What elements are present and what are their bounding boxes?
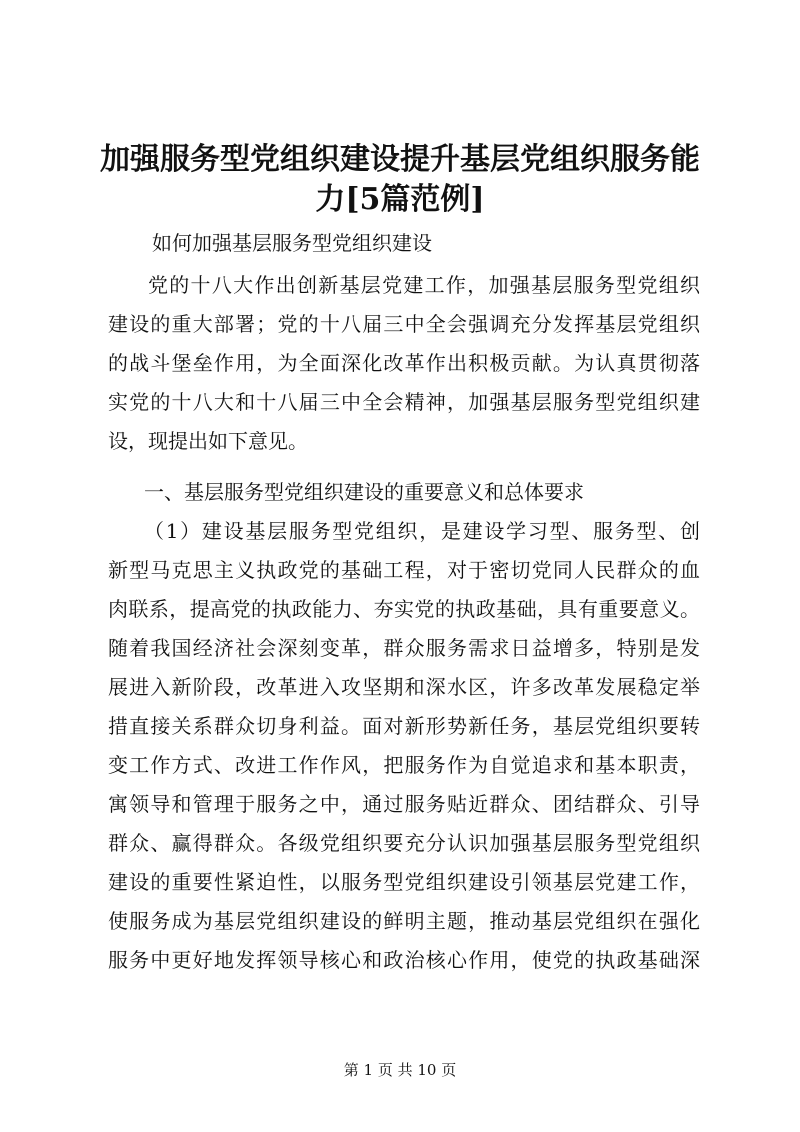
subtitle: 如何加强基层服务型党组织建设 bbox=[152, 231, 432, 255]
section-heading: 一、基层服务型党组织建设的重要意义和总体要求 bbox=[144, 480, 584, 504]
body-line: （1）建设基层服务型党组织，是建设学习型、服务型、创 bbox=[144, 519, 700, 543]
body-line: 肉联系，提高党的执政能力、夯实党的执政基础，具有重要意义。 bbox=[108, 597, 700, 621]
body-line: 党的十八大作出创新基层党建工作，加强基层服务型党组织 bbox=[148, 273, 700, 297]
body-line: 建设的重要性紧迫性，以服务型党组织建设引领基层党建工作， bbox=[108, 870, 700, 894]
body-line: 建设的重大部署；党的十八届三中全会强调充分发挥基层党组织 bbox=[108, 312, 700, 336]
body-line: 的战斗堡垒作用，为全面深化改革作出积极贡献。为认真贯彻落 bbox=[108, 351, 700, 375]
body-line: 使服务成为基层党组织建设的鲜明主题，推动基层党组织在强化 bbox=[108, 909, 700, 933]
body-line: 实党的十八大和十八届三中全会精神，加强基层服务型党组织建 bbox=[108, 390, 700, 414]
body-line: 变工作方式、改进工作作风，把服务作为自觉追求和基本职责， bbox=[108, 753, 700, 777]
title-line-1: 加强服务型党组织建设提升基层党组织服务能 bbox=[100, 142, 700, 177]
body-line: 新型马克思主义执政党的基础工程，对于密切党同人民群众的血 bbox=[108, 558, 700, 582]
body-line: 服务中更好地发挥领导核心和政治核心作用，使党的执政基础深 bbox=[108, 948, 700, 972]
document-title bbox=[100, 140, 700, 220]
page-footer: 第 1 页 共 10 页 bbox=[343, 1061, 457, 1079]
body-line: 展进入新阶段，改革进入攻坚期和深水区，许多改革发展稳定举 bbox=[108, 675, 700, 699]
body-line: 寓领导和管理于服务之中，通过服务贴近群众、团结群众、引导 bbox=[108, 792, 700, 816]
title-line-2: 力[5篇范例] bbox=[315, 182, 485, 217]
body-line: 群众、赢得群众。各级党组织要充分认识加强基层服务型党组织 bbox=[108, 831, 700, 855]
body-line: 措直接关系群众切身利益。面对新形势新任务，基层党组织要转 bbox=[108, 714, 700, 738]
body-line: 随着我国经济社会深刻变革，群众服务需求日益增多，特别是发 bbox=[108, 636, 700, 660]
body-line: 设，现提出如下意见。 bbox=[108, 429, 308, 453]
